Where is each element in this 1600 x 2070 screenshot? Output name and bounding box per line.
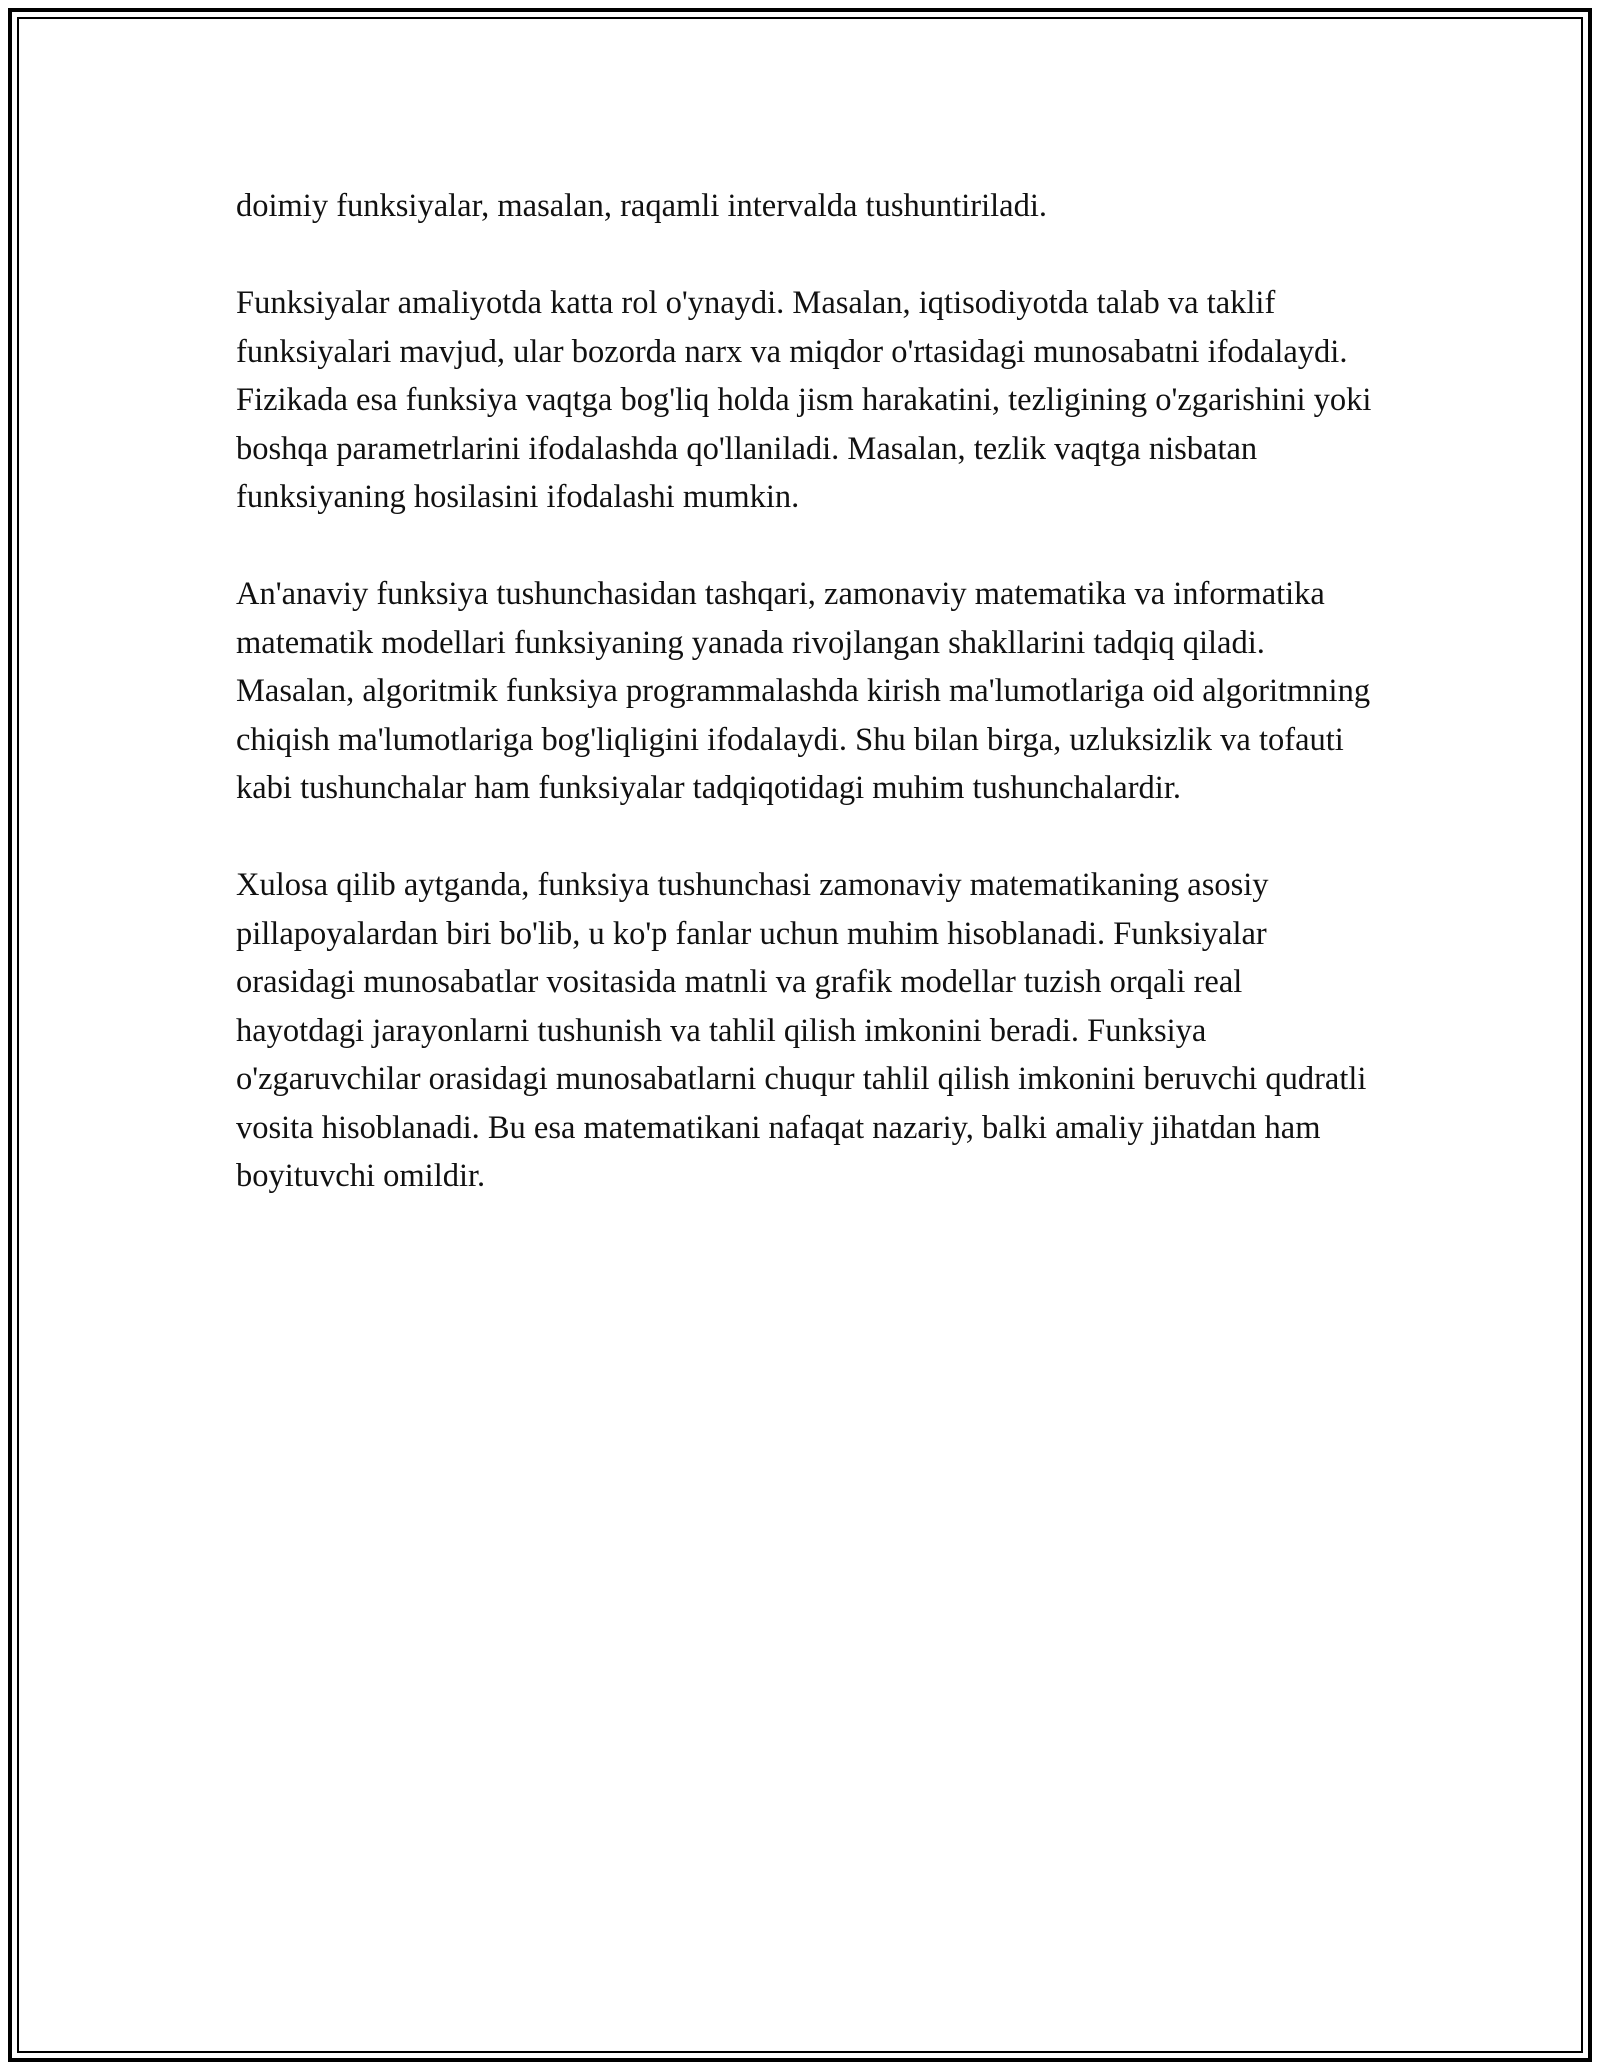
paragraph-1: doimiy funksiyalar, masalan, raqamli intervalda tushuntiriladi.	[236, 188, 1047, 224]
paragraph-3: An'anaviy funksiya tushunchasidan tashqari, zamonaviy matematika va informatika matematik modellari funksiyaning yanada rivojlangan shakllarini tadqiq qiladi. Masalan, algoritmik funksiya programmalashda kirish ma'lumotlariga oid algoritmning chiqish ma'lumotlariga bog'liqligini ifodalaydi. Shu bilan birga, uzluksizlik va tofauti kabi tushunchalar ham funksiyalar tadqiqotidagi muhim tushunchalardir.	[236, 576, 1371, 806]
paragraph-4: Xulosa qilib aytganda, funksiya tushunchasi zamonaviy matematikaning asosiy pillapoyalardan biri bo'lib, u ko'p fanlar uchun muhim hisoblanadi. Funksiyalar orasidagi munosabatlar vositasida matnli va grafik modellar tuzish orqali real hayotdagi jarayonlarni tushunish va tahlil qilish imkonini beradi. Funksiya o'zgaruvchilar orasidagi munosabatlarni chuqur tahlil qilish imkonini beruvchi qudratli vosita hisoblanadi. Bu esa matematikani nafaqat nazariy, balki amaliy jihatdan ham boyituvchi omildir.	[236, 867, 1367, 1194]
paragraph-2: Funksiyalar amaliyotda katta rol o'ynaydi. Masalan, iqtisodiyotda talab va taklif funksiyalari mavjud, ular bozorda narx va miqdor o'rtasidagi munosabatni ifodalaydi. Fizikada esa funksiya vaqtga bog'liq holda jism harakatini, tezligining o'zgarishini yoki boshqa parametrlarini ifodalashda qo'llaniladi. Masalan, tezlik vaqtga nisbatan funksiyaning hosilasini ifodalashi mumkin.	[236, 285, 1372, 515]
document-body	[236, 182, 1376, 1249]
